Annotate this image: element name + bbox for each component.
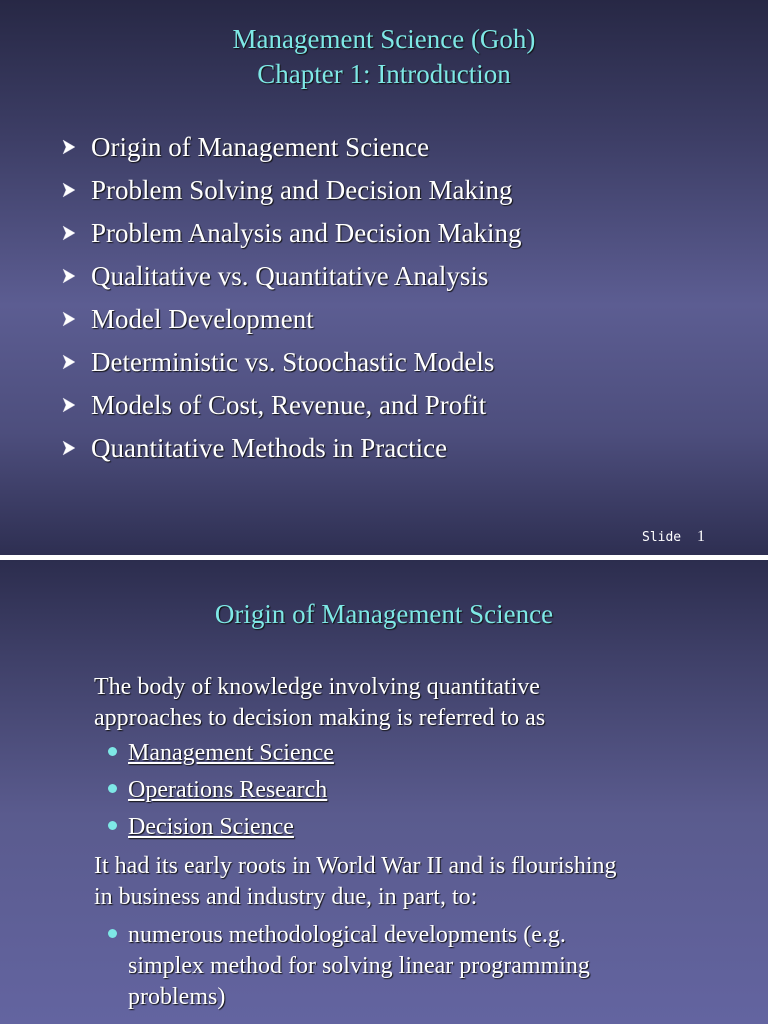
slide-title-line-2: Chapter 1: Introduction bbox=[257, 59, 511, 89]
roots-line-2: in business and industry due, in part, to: bbox=[94, 884, 478, 910]
arrowhead-icon bbox=[62, 268, 76, 284]
list-item: Problem Analysis and Decision Making bbox=[62, 212, 521, 255]
term-link[interactable]: Management Science bbox=[128, 740, 334, 766]
slide-number: 1 bbox=[697, 528, 705, 545]
list-item: Quantitative Methods in Practice bbox=[62, 427, 521, 470]
dot-icon bbox=[108, 929, 117, 938]
term-link[interactable]: Decision Science bbox=[128, 814, 294, 840]
list-item: numerous methodological developments (e.g. simplex method for solving linear programming problems) bbox=[108, 920, 590, 1013]
slide-title-line-1: Management Science (Goh) bbox=[232, 24, 536, 54]
list-item: Model Development bbox=[62, 298, 521, 341]
dot-icon bbox=[108, 784, 117, 793]
list-item bbox=[108, 775, 334, 812]
dot-icon bbox=[108, 747, 117, 756]
intro-line-2: approaches to decision making is referred to as bbox=[94, 705, 546, 731]
list-item: Origin of Management Science bbox=[62, 126, 521, 169]
arrowhead-icon bbox=[62, 440, 76, 456]
list-item: Qualitative vs. Quantitative Analysis bbox=[62, 255, 521, 298]
slide-2 bbox=[0, 560, 768, 1024]
slide-title: Origin of Management Science bbox=[214, 599, 554, 629]
list-item: Deterministic vs. Stoochastic Models bbox=[62, 341, 521, 384]
arrowhead-icon bbox=[62, 397, 76, 413]
arrowhead-icon bbox=[62, 311, 76, 327]
arrowhead-icon bbox=[62, 139, 76, 155]
intro-line-1: The body of knowledge involving quantitative bbox=[94, 674, 540, 700]
list-item: Models of Cost, Revenue, and Profit bbox=[62, 384, 521, 427]
list-item: Problem Solving and Decision Making bbox=[62, 169, 521, 212]
reasons-list bbox=[108, 920, 590, 1013]
arrowhead-icon bbox=[62, 354, 76, 370]
terms-list bbox=[108, 738, 334, 849]
list-item bbox=[108, 812, 334, 849]
list-item bbox=[108, 738, 334, 775]
dot-icon bbox=[108, 821, 117, 830]
agenda-list bbox=[62, 126, 521, 470]
slide-label: Slide bbox=[642, 530, 682, 545]
roots-line-1: It had its early roots in World War II and is flourishing bbox=[94, 853, 617, 879]
arrowhead-icon bbox=[62, 182, 76, 198]
term-link[interactable]: Operations Research bbox=[128, 777, 328, 803]
arrowhead-icon bbox=[62, 225, 76, 241]
